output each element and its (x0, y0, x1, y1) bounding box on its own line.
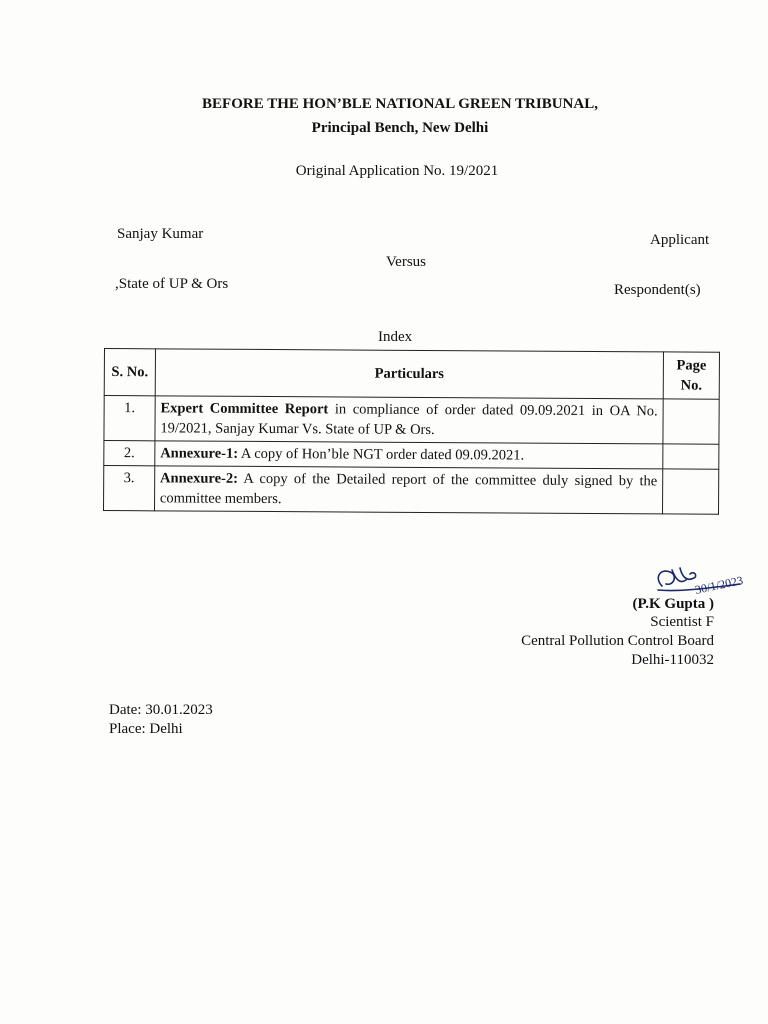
row-page (663, 469, 719, 514)
row-page (663, 444, 719, 469)
signatory-address: Delhi-110032 (631, 652, 714, 668)
header-page: Page No. (663, 352, 719, 399)
tribunal-heading: BEFORE THE HON’BLE NATIONAL GREEN TRIBUNAL, (202, 96, 598, 112)
row-page (663, 399, 719, 444)
table-row (104, 441, 719, 470)
respondent-name: ,State of UP & Ors (115, 276, 229, 292)
table-row (104, 466, 719, 515)
signatory-name: (P.K Gupta ) (632, 596, 714, 612)
document-date: Date: 30.01.2023 (109, 702, 213, 718)
index-label: Index (378, 329, 413, 345)
signature-date: 30/1/2023 (693, 573, 745, 597)
row-particulars (155, 441, 663, 469)
row-text: A copy of Hon’ble NGT order dated 09.09.2021. (238, 445, 525, 464)
row-title: Annexure-1: (160, 445, 239, 462)
row-particulars (154, 466, 662, 514)
table-header-row (104, 349, 719, 400)
document-place: Place: Delhi (109, 721, 183, 737)
row-sno: 3. (104, 466, 155, 511)
row-text: A copy of the Detailed report of the committee duly signed by the committee members. (159, 470, 658, 508)
header-particulars: Particulars (155, 349, 663, 399)
applicant-name: Sanjay Kumar (117, 226, 204, 242)
row-text: in compliance of order dated 09.09.2021 in OA No. 19/2021, Sanjay Kumar Vs. State of UP & Ors. (160, 401, 658, 439)
header-sno: S. No. (104, 349, 155, 396)
row-title: Annexure-2: (160, 470, 239, 487)
versus-label: Versus (386, 254, 426, 270)
table-row (104, 396, 719, 445)
signatory-designation: Scientist F (650, 614, 714, 630)
row-sno: 2. (104, 441, 155, 466)
applicant-role: Applicant (650, 232, 710, 248)
respondent-role: Respondent(s) (614, 282, 701, 298)
signatory-organization: Central Pollution Control Board (521, 633, 714, 649)
index-table (103, 348, 720, 515)
row-particulars (155, 396, 663, 444)
row-sno: 1. (104, 396, 155, 441)
row-title: Expert Committee Report (160, 400, 329, 418)
application-number: Original Application No. 19/2021 (295, 163, 499, 179)
bench-heading: Principal Bench, New Delhi (311, 120, 489, 136)
